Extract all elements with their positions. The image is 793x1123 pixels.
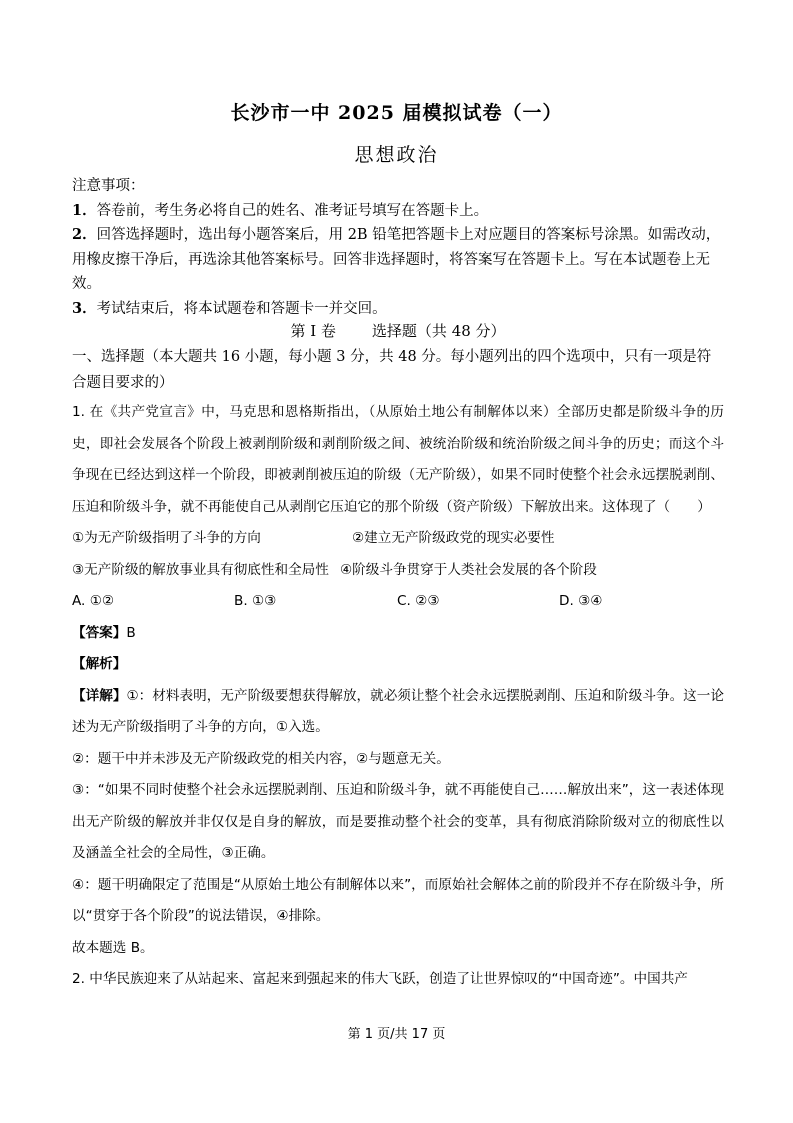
answer-tag: 【答案】: [72, 624, 127, 641]
detail-paragraph: ③：“如果不同时使整个社会永远摆脱剥削、压迫和阶级斗争，就不再能使自己……解放出来”，这一表述体现出无产阶级的解放并非仅仅是自身的解放，而是要推动整个社会的变革，具有彻底消除阶级对立的彻底性以及涵盖全社会的全局性，③正确。: [72, 782, 724, 861]
page-footer: 第 1 页/共 17 页: [347, 1027, 446, 1042]
section-heading: [72, 320, 724, 341]
notice-section: [72, 174, 724, 321]
detail-paragraph: ④：题干明确限定了范围是“从原始土地公有制解体以来”，而原始社会解体之前的阶段并不存在阶级斗争，所以“贯穿于各个阶段”的说法错误，④排除。: [72, 876, 724, 924]
notice-item-1: [72, 199, 724, 224]
notice-heading: 注意事项：: [72, 178, 145, 194]
choice-b: B. ①③: [234, 593, 277, 609]
exam-subject: 思想政治: [354, 144, 439, 166]
notice-item-text: 考试结束后，将本试题卷和答题卡一并交回。: [96, 300, 387, 317]
notice-item-number: 3．: [72, 299, 97, 317]
statement-row: [72, 555, 724, 587]
question-stem: 1. 在《共产党宣言》中，马克思和恩格斯指出，（从原始土地公有制解体以来）全部历史都是阶级斗争的历史，即社会发展各个阶段上被剥削阶级和剥削阶级之间、被统治阶级和统治阶级之间斗争的历史；而这个斗争现在已经达到这样一个阶段，即被剥削被压迫的阶级（无产阶级），如果不同时使整个社会永远摆脱剥削、压迫和阶级斗争，就不再能使自己从剥削它压迫它的那个阶级（资产阶级）下解放出来。这体现了（ ）: [72, 404, 724, 515]
choice-c: C. ②③: [397, 593, 440, 609]
statement-option: ③无产阶级的解放事业具有彻底性和全局性: [72, 561, 329, 578]
notice-item-number: 1．: [72, 201, 97, 219]
choice-a: A. ①②: [72, 593, 115, 609]
volume-label: 第 I 卷: [290, 322, 336, 340]
statement-row: [72, 523, 724, 555]
notice-item-3: [72, 297, 724, 322]
answer-value: B: [126, 624, 136, 641]
statement-option: ②建立无产阶级政党的现实必要性: [352, 530, 555, 546]
notice-item-number: 2．: [72, 226, 97, 243]
section-name: 选择题（共 48 分）: [371, 322, 506, 340]
statement-option: ④阶级斗争贯穿于人类社会发展的各个阶段: [340, 561, 597, 578]
detail-text: ①：材料表明，无产阶级要想获得解放，就必须让整个社会永远摆脱剥削、压迫和阶级斗争。这一论述为无产阶级指明了斗争的方向，①入选。: [72, 687, 724, 735]
question-1: [72, 397, 724, 996]
detail-paragraph: [72, 681, 724, 744]
notice-item-text: 回答选择题时，选出每小题答案后，用 2B 铅笔把答题卡上对应题目的答案标号涂黑。如需改动，用橡皮擦干净后，再选涂其他答案标号。回答非选择题时，将答案写在答题卡上。写在本试题卷上无效。: [72, 227, 721, 292]
analysis-tag: 【解析】: [72, 656, 127, 672]
detail-tag: 【详解】: [72, 687, 127, 704]
exam-title: 长沙市一中 2025 届模拟试卷（一）: [230, 102, 563, 124]
choice-d: D. ③④: [559, 593, 603, 609]
answer-line: [72, 618, 724, 650]
question-2-stem: 2. 中华民族迎来了从站起来、富起来到强起来的伟大飞跃，创造了让世界惊叹的“中国奇迹”。中国共产: [72, 971, 688, 987]
statement-option: ①为无产阶级指明了斗争的方向: [72, 530, 261, 546]
analysis-line: [72, 649, 724, 681]
detail-paragraph: ②：题干中并未涉及无产阶级政党的相关内容，②与题意无关。: [72, 750, 450, 767]
section-instruction: 一、选择题（本大题共 16 小题，每小题 3 分，共 48 分。每小题列出的四个选项中，只有一项是符合题目要求的）: [72, 349, 712, 391]
notice-item-2: [72, 223, 724, 297]
notice-item-text: 答卷前，考生务必将自己的姓名、准考证号填写在答题卡上。: [96, 202, 489, 219]
choice-row: [72, 586, 724, 618]
conclusion-line: 故本题选 B。: [72, 939, 154, 956]
